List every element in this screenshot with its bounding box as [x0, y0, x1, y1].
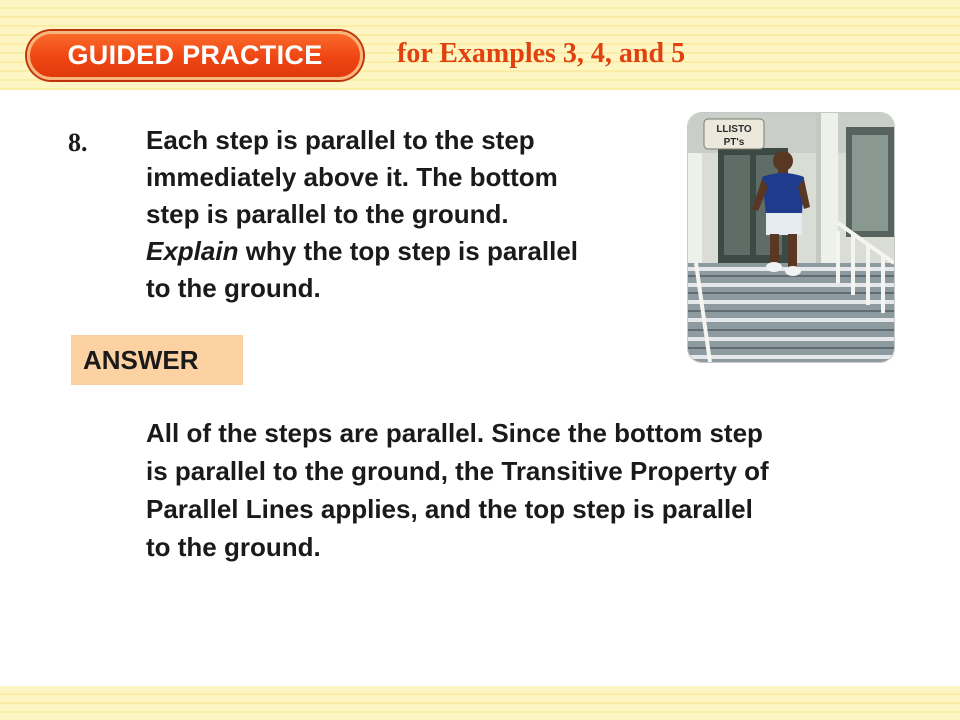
answer-label-box [71, 335, 243, 385]
problem-line: Each step is parallel to the step [146, 125, 535, 155]
problem-line: step is parallel to the ground. [146, 199, 509, 229]
answer-line: to the ground. [146, 532, 321, 562]
problem-number: 8. [68, 128, 88, 157]
problem-line: immediately above it. The bottom [146, 162, 558, 192]
answer-line: is parallel to the ground, the Transitive Property of [146, 456, 769, 486]
examples-subtitle: for Examples 3, 4, and 5 [397, 38, 686, 69]
answer-label: ANSWER [83, 344, 199, 375]
answer-line: All of the steps are parallel. Since the bottom step [146, 418, 763, 448]
footer-band [0, 686, 960, 720]
explain-word: Explain [146, 236, 239, 266]
problem-line-rest: why the top step is parallel [238, 236, 579, 266]
guided-practice-badge [27, 31, 363, 80]
problem-line [146, 233, 686, 270]
problem-line: to the ground. [146, 273, 321, 303]
answer-line: Parallel Lines applies, and the top step is parallel [146, 494, 753, 524]
problem-text [146, 122, 686, 307]
stairs-photo [688, 113, 894, 362]
photo-sign-text-2: PT's [723, 137, 745, 148]
photo-sign-text: LLISTO [716, 124, 752, 135]
answer-text [146, 414, 936, 566]
badge-label: GUIDED PRACTICE [67, 40, 323, 70]
